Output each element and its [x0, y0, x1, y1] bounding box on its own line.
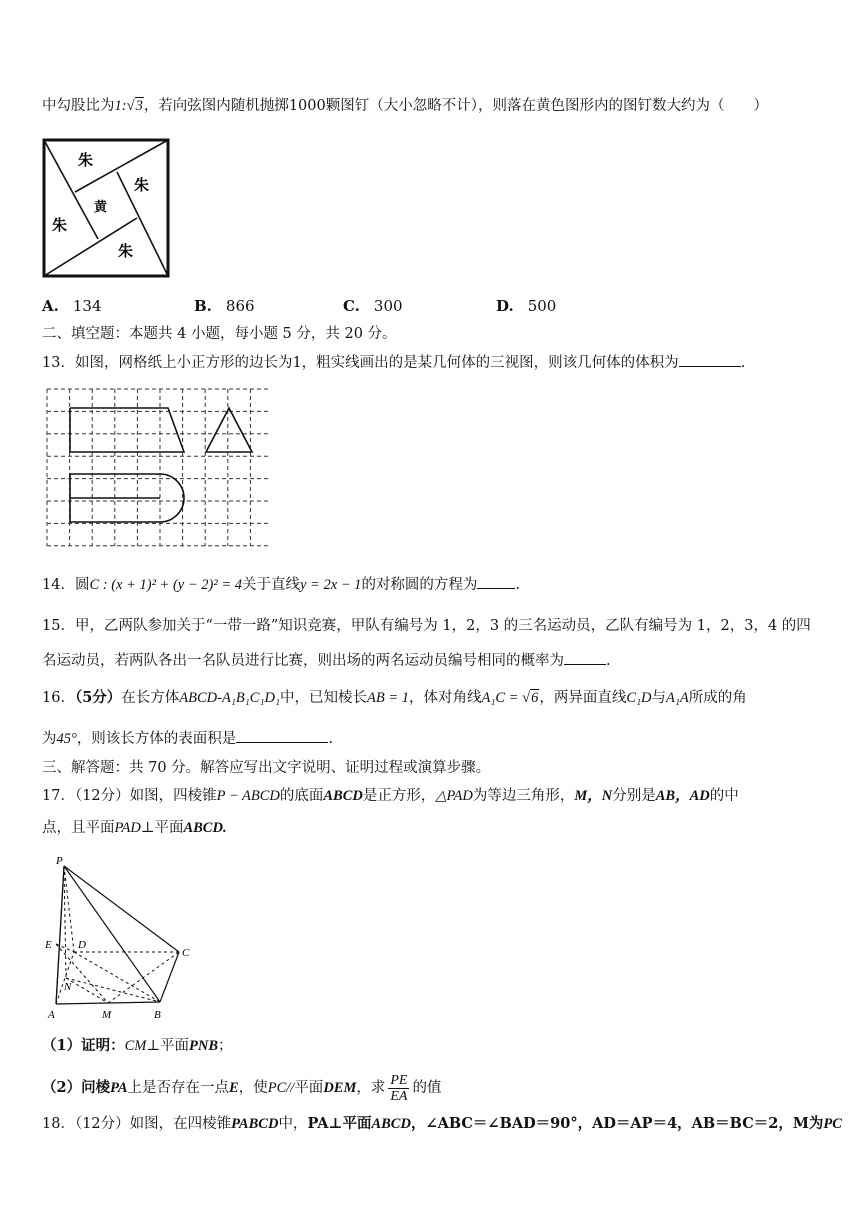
- q18-line-1: 18．（12分）如图，在四棱锥PABCD中，PA⊥平面ABCD，∠ABC＝∠BAD＝90°，AD＝AP＝4，AB＝BC＝2，M为PC: [42, 1115, 842, 1132]
- q17-line-1: 17．（12分）如图，四棱锥P − ABCD的底面ABCD是正方形，△PAD为等边三角形，M，N分别是AB，AD的中: [42, 788, 739, 804]
- q16-blank: [236, 728, 328, 743]
- q12-ratio-root: √3: [126, 98, 143, 114]
- q15-blank: [564, 650, 606, 665]
- q16-line-2: 为45°，则该长方体的表面积是 .: [42, 728, 333, 749]
- zhu-label-3: 朱: [52, 216, 68, 234]
- q15-line-2: 名运动员，若两队各出一名队员进行比赛，则出场的两名运动员编号相同的概率为 .: [42, 650, 611, 671]
- option-b: B. 866: [194, 297, 255, 315]
- option-d: D. 500: [496, 297, 557, 315]
- q13-blank: [679, 352, 741, 367]
- q12-text-b: ，若向弦图内随机抛掷: [143, 98, 289, 114]
- vertex-c: C: [182, 947, 190, 959]
- q15-line-1: 15．甲，乙两队参加关于“一带一路”知识竞赛，甲队有编号为 1，2，3 的三名运动员，乙队有编号为 1，2，3，4 的四: [42, 618, 811, 634]
- option-c: C. 300: [343, 297, 403, 315]
- q17-part-2: （2）问棱PA上是否存在一点E，使PC//平面DEM，求 $\frac{PE}{EA}$ 的值: [42, 1072, 442, 1104]
- q17-pyramid-figure: [42, 852, 202, 1022]
- q17-line-2: 点，且平面PAD⊥平面ABCD.: [42, 820, 227, 836]
- q13-three-view-figure: [46, 388, 272, 548]
- vertex-b: B: [154, 1009, 161, 1021]
- zhu-label-4: 朱: [118, 242, 134, 260]
- vertex-n: N: [64, 981, 72, 993]
- q12-string-figure: [42, 138, 172, 280]
- q17-part-1: （1）证明：CM⊥平面PNB；: [42, 1037, 233, 1054]
- q14-circle-eq: C : (x + 1)² + (y − 2)² = 4: [89, 577, 242, 593]
- zhu-label-2: 朱: [134, 176, 150, 194]
- section-2-heading: 二、填空题：本题共 4 小题，每小题 5 分，共 20 分。: [42, 326, 397, 342]
- pe-ea-fraction: $\frac{PE}{EA}$: [390, 1072, 408, 1104]
- q14-line-eq: y = 2x − 1: [299, 577, 362, 593]
- q12-text-c: 颗图钉（大小忽略不计），则落在黄色图形内的图钉数大约为（ ）: [325, 98, 768, 114]
- q12-text-a: 中勾股比为: [42, 98, 115, 114]
- q12-text: [42, 96, 768, 116]
- vertex-d: D: [78, 939, 86, 951]
- option-a: A. 134: [42, 297, 102, 315]
- vertex-m: M: [102, 1009, 112, 1021]
- q14-text: 14．圆C : (x + 1)² + (y − 2)² = 4关于直线y = 2x − 1的对称圆的方程为 .: [42, 574, 520, 595]
- vertex-a: A: [48, 1009, 55, 1021]
- vertex-e: E: [45, 939, 52, 951]
- q13-text: 13．如图，网格纸上小正方形的边长为1，粗实线画出的是某几何体的三视图，则该几何体的体积为 .: [42, 352, 745, 373]
- section-3-heading: 三、解答题：共 70 分。解答应写出文字说明、证明过程或演算步骤。: [42, 760, 491, 776]
- q16-line-1: 16．（5分）在长方体ABCD-A₁B₁C₁D₁中，已知棱长AB = 1，体对角线A₁C = √6，两异面直线C₁D与A₁A所成的角: [42, 689, 747, 706]
- q12-ratio: 1:: [114, 98, 127, 114]
- q14-blank: [477, 574, 515, 589]
- vertex-p: P: [56, 855, 63, 867]
- zhu-label-1: 朱: [78, 151, 94, 169]
- q12-count: 1000: [288, 98, 326, 114]
- huang-label: 黄: [94, 200, 108, 215]
